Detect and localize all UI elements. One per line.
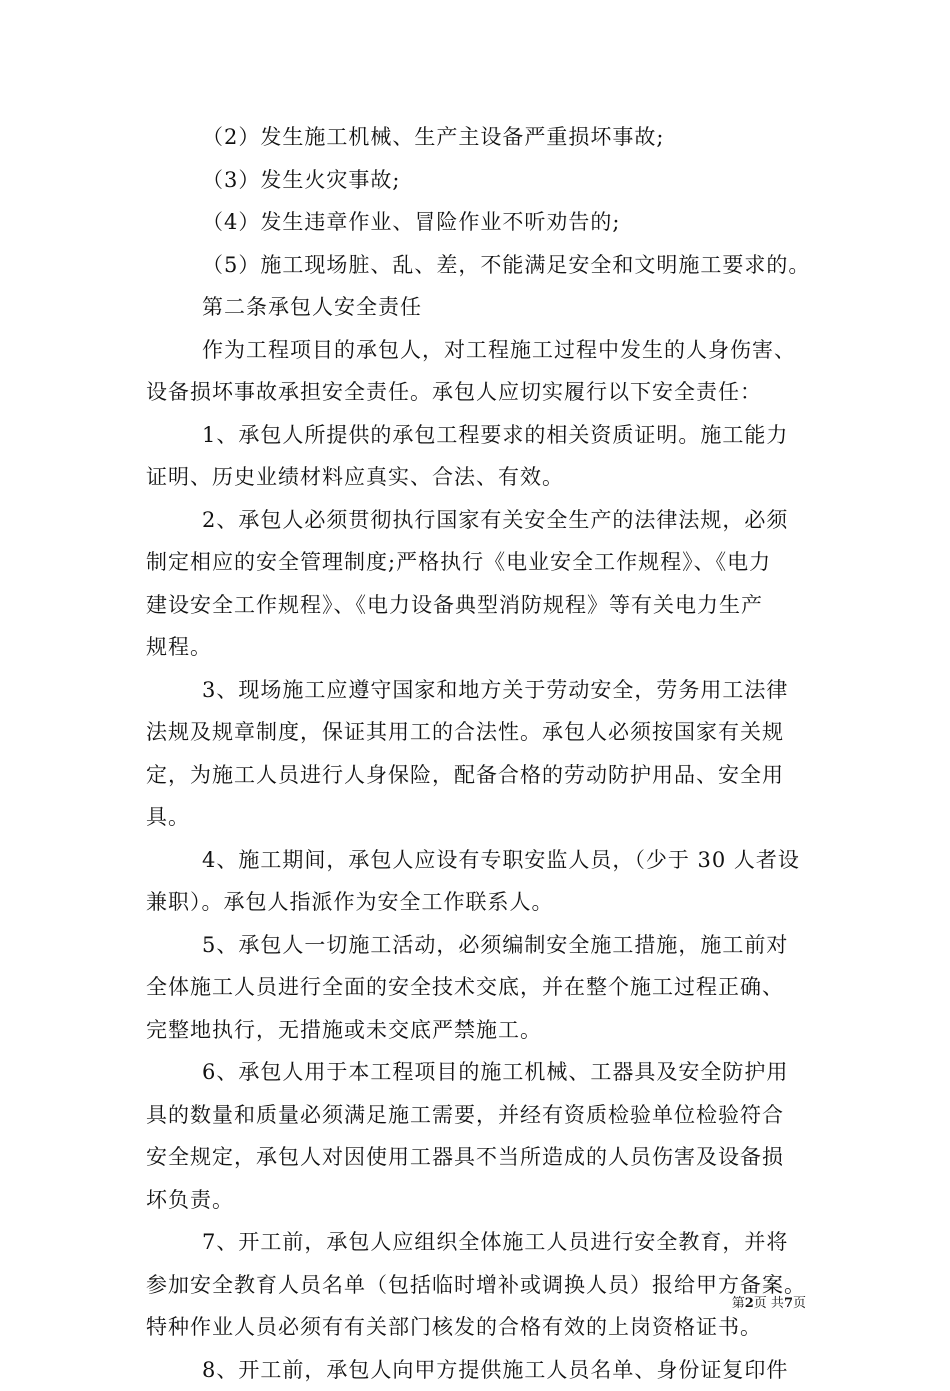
footer-middle: 页 共 [754, 1296, 784, 1311]
footer-suffix: 页 [793, 1296, 806, 1311]
text-line: 6、承包人用于本工程项目的施工机械、工器具及安全防护用 [146, 1051, 810, 1094]
text-line: 1、承包人所提供的承包工程要求的相关资质证明。施工能力 [146, 414, 810, 457]
text-line: 3、现场施工应遵守国家和地方关于劳动安全，劳务用工法律 [146, 669, 810, 712]
text-line: 坏负责。 [146, 1179, 810, 1222]
text-line: 2、承包人必须贯彻执行国家有关安全生产的法律法规，必须 [146, 499, 810, 542]
document-body [146, 116, 810, 1391]
text-line: 8、开工前，承包人向甲方提供施工人员名单、身份证复印件 [146, 1349, 810, 1391]
text-line: 5、承包人一切施工活动，必须编制安全施工措施，施工前对 [146, 924, 810, 967]
footer-total-pages: 7 [784, 1296, 793, 1311]
text-line: 特种作业人员必须有有关部门核发的合格有效的上岗资格证书。 [146, 1306, 810, 1349]
text-line: 兼职）。承包人指派作为安全工作联系人。 [146, 881, 810, 924]
text-line: （3）发生火灾事故; [146, 159, 810, 202]
text-line: 安全规定，承包人对因使用工器具不当所造成的人员伤害及设备损 [146, 1136, 810, 1179]
text-line: 法规及规章制度，保证其用工的合法性。承包人必须按国家有关规 [146, 711, 810, 754]
text-line: 完整地执行，无措施或未交底严禁施工。 [146, 1009, 810, 1052]
text-line: 参加安全教育人员名单（包括临时增补或调换人员）报给甲方备案。 [146, 1264, 810, 1307]
text-line: 证明、历史业绩材料应真实、合法、有效。 [146, 456, 810, 499]
text-line: 作为工程项目的承包人，对工程施工过程中发生的人身伤害、 [146, 329, 810, 372]
text-line: 具。 [146, 796, 810, 839]
text-line: 定，为施工人员进行人身保险，配备合格的劳动防护用品、安全用 [146, 754, 810, 797]
footer-prefix: 第 [732, 1296, 745, 1311]
text-line: 4、施工期间，承包人应设有专职安监人员，（少于 30 人者设 [146, 839, 810, 882]
text-line: 设备损坏事故承担安全责任。承包人应切实履行以下安全责任： [146, 371, 810, 414]
text-line: 具的数量和质量必须满足施工需要，并经有资质检验单位检验符合 [146, 1094, 810, 1137]
text-line: （5）施工现场脏、乱、差，不能满足安全和文明施工要求的。 [146, 244, 810, 287]
footer-current-page: 2 [745, 1296, 754, 1311]
text-line: 全体施工人员进行全面的安全技术交底，并在整个施工过程正确、 [146, 966, 810, 1009]
text-line: 规程。 [146, 626, 810, 669]
text-line: （4）发生违章作业、冒险作业不听劝告的; [146, 201, 810, 244]
text-line: 建设安全工作规程》、《电力设备典型消防规程》等有关电力生产 [146, 584, 810, 627]
text-line: 7、开工前，承包人应组织全体施工人员进行安全教育，并将 [146, 1221, 810, 1264]
text-line: （2）发生施工机械、生产主设备严重损坏事故; [146, 116, 810, 159]
text-line: 第二条承包人安全责任 [146, 286, 810, 329]
page-footer [732, 1296, 806, 1312]
text-line: 制定相应的安全管理制度;严格执行《电业安全工作规程》、《电力 [146, 541, 810, 584]
